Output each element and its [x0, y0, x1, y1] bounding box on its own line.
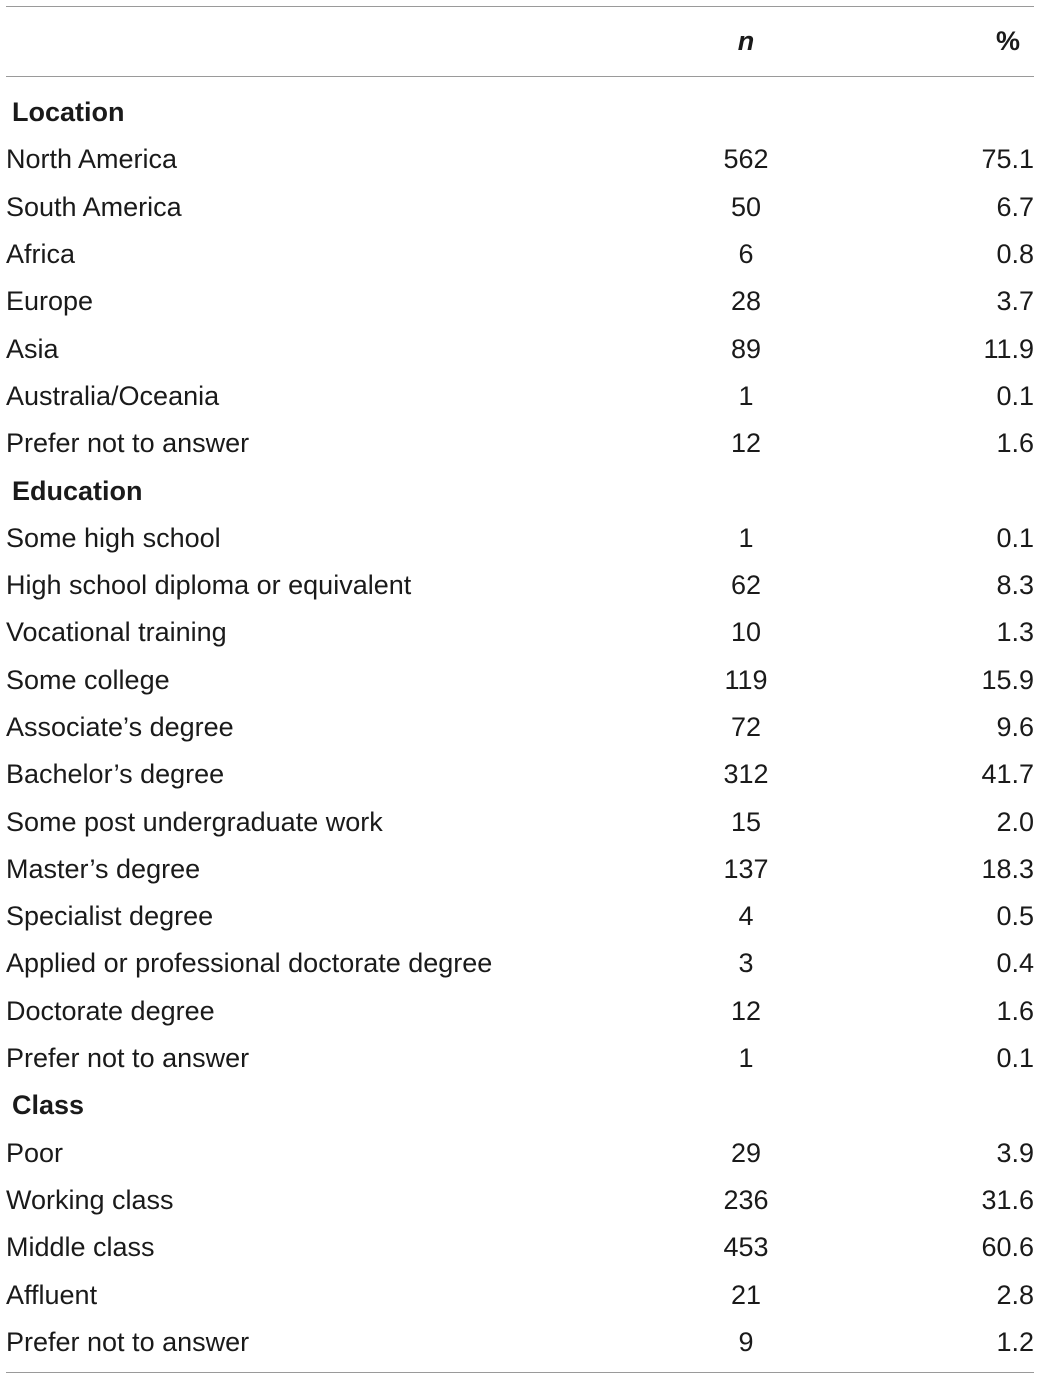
table-row	[6, 562, 1034, 609]
row-n: 6	[738, 239, 754, 270]
row-pct: 11.9	[983, 333, 1034, 364]
row-n: 15	[730, 806, 762, 837]
row-pct: 1.6	[996, 995, 1034, 1026]
table-row	[6, 136, 1034, 183]
row-pct: 1.3	[996, 617, 1034, 648]
table-row	[6, 1130, 1034, 1177]
demographics-table	[6, 6, 1034, 1373]
row-n: 9	[738, 1326, 754, 1357]
row-pct: 0.1	[996, 1043, 1034, 1074]
table-row	[6, 1177, 1034, 1224]
row-n: 453	[723, 1232, 769, 1263]
row-label: North America	[6, 144, 178, 175]
table-row	[6, 798, 1034, 845]
table-row	[6, 325, 1034, 372]
section-title: Education	[12, 475, 143, 506]
row-pct: 1.2	[996, 1326, 1034, 1357]
table-row	[6, 893, 1034, 940]
table-row	[6, 1271, 1034, 1318]
row-label: Associate’s degree	[6, 712, 234, 742]
row-n: 3	[738, 948, 754, 979]
table-row	[6, 184, 1034, 231]
row-n: 12	[730, 995, 762, 1026]
row-label: Some post undergraduate work	[6, 806, 383, 837]
row-n: 10	[730, 617, 762, 648]
table-header	[6, 7, 1034, 76]
table-row	[6, 1035, 1034, 1082]
table-row	[6, 751, 1034, 798]
row-n: 236	[723, 1184, 769, 1215]
table-row	[6, 609, 1034, 656]
row-pct: 6.7	[996, 191, 1034, 222]
row-n: 12	[730, 428, 762, 459]
row-label: South America	[6, 191, 182, 222]
row-n: 89	[730, 333, 762, 364]
table-row	[6, 1319, 1034, 1366]
section-header-row	[6, 1082, 1034, 1129]
row-n: 1	[738, 522, 754, 553]
table-row	[6, 846, 1034, 893]
row-n: 119	[724, 664, 768, 695]
row-label: Applied or professional doctorate degree	[6, 948, 493, 979]
table-row	[6, 231, 1034, 278]
row-label: Europe	[6, 286, 94, 317]
row-label: Asia	[6, 333, 59, 364]
row-label: Specialist degree	[6, 901, 214, 932]
row-pct: 41.7	[981, 759, 1034, 790]
table-row	[6, 278, 1034, 325]
row-pct: 1.6	[996, 428, 1034, 459]
row-pct: 0.1	[996, 522, 1034, 553]
row-label: Master’s degree	[6, 853, 201, 884]
row-n: 562	[723, 144, 769, 175]
table-row	[6, 657, 1034, 704]
row-label: Affluent	[6, 1279, 98, 1310]
row-pct: 60.6	[981, 1232, 1034, 1263]
table-bottom-rule	[6, 1372, 1034, 1373]
row-label: Bachelor’s degree	[6, 759, 225, 790]
row-label: Prefer not to answer	[6, 1043, 250, 1074]
row-pct: 15.9	[981, 664, 1034, 695]
row-n: 4	[738, 901, 754, 932]
row-pct: 75.1	[981, 144, 1034, 175]
table-row	[6, 420, 1034, 467]
row-n: 312	[723, 759, 769, 790]
row-n: 1	[738, 380, 754, 411]
row-label: Some high school	[6, 522, 221, 553]
row-n: 21	[730, 1279, 762, 1310]
header-n: n	[737, 26, 755, 56]
row-label: Prefer not to answer	[6, 1326, 250, 1357]
section-header-row	[6, 89, 1034, 136]
row-pct: 18.3	[981, 853, 1034, 884]
row-label: Africa	[6, 239, 76, 270]
row-label: Middle class	[6, 1232, 155, 1263]
row-label: High school diploma or equivalent	[6, 570, 412, 601]
row-label: Doctorate degree	[6, 995, 215, 1026]
row-pct: 3.9	[996, 1137, 1034, 1168]
row-pct: 2.0	[996, 806, 1034, 837]
table-row	[6, 515, 1034, 562]
row-pct: 0.1	[996, 380, 1034, 411]
row-pct: 0.5	[996, 901, 1034, 932]
row-pct: 3.7	[996, 286, 1034, 317]
row-pct: 31.6	[981, 1184, 1034, 1215]
row-pct: 0.4	[996, 948, 1034, 979]
table-row	[6, 1224, 1034, 1271]
row-label: Some college	[6, 664, 170, 695]
section-header-row	[6, 467, 1034, 514]
row-n: 62	[730, 570, 762, 601]
row-n: 137	[723, 853, 769, 884]
section-title: Location	[12, 97, 125, 128]
table-body	[6, 77, 1034, 1372]
row-label: Vocational training	[6, 617, 227, 648]
row-pct: 9.6	[996, 712, 1034, 742]
table-row	[6, 940, 1034, 987]
table-row	[6, 988, 1034, 1035]
row-n: 72	[730, 712, 762, 742]
row-label: Poor	[6, 1137, 64, 1168]
row-label: Prefer not to answer	[6, 428, 250, 459]
section-title: Class	[12, 1090, 85, 1121]
row-n: 50	[730, 191, 762, 222]
table-row	[6, 704, 1034, 751]
header-pct: %	[995, 26, 1020, 56]
table-row	[6, 373, 1034, 420]
row-n: 29	[730, 1137, 762, 1168]
row-label: Australia/Oceania	[6, 380, 220, 411]
row-n: 1	[738, 1043, 754, 1074]
row-pct: 0.8	[996, 239, 1034, 270]
row-pct: 8.3	[996, 570, 1034, 601]
row-label: Working class	[6, 1184, 174, 1215]
row-n: 28	[730, 286, 762, 317]
row-pct: 2.8	[996, 1279, 1034, 1310]
